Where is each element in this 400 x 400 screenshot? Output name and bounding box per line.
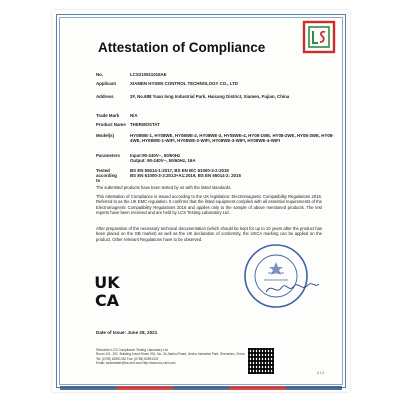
- signature-icon: [262, 278, 322, 298]
- field-value: BS EN 55014-1:2017, BS EN IEC 61000-3-2:2019 BS EN 61000-3-3:2013+A1:2019, BS EN 55014-2: 2015: [130, 168, 241, 179]
- paragraph-tested: The submitted products have been tested by us with the listed standards.: [96, 185, 232, 190]
- issue-date: Date of Issue: June 28, 2021: [96, 330, 158, 335]
- qr-code-icon: [248, 348, 274, 374]
- field-label: Applicant: [96, 81, 117, 86]
- field-value: THERMOSTAT: [130, 122, 160, 127]
- field-value: Input:90-240V~, 50/60Hz Output: 90-240V~, 50/60Hz, 16A: [130, 153, 196, 164]
- certificate-title: Attestation of Compliance: [98, 40, 266, 55]
- paragraph-documentation: After preparation of the necessary technical documentation (which should be kept for up to 10 years after the product has been placed on the GB market) as well as the UK declaration of conformity, the UKCA marking can be applied on the product. Other relevant Regulations have to be observed.: [96, 226, 322, 242]
- field-label: No.: [96, 72, 104, 77]
- ukca-mark-bottom: CA: [94, 291, 120, 310]
- field-label: Address: [96, 94, 114, 99]
- field-label: Model(s): [96, 133, 115, 138]
- field-label: Trade Mark: [96, 113, 120, 118]
- paragraph-legislation: This Attestation of Compliance is issued according to the UK legislation: Electromagnetic Compatibility Regulations 2016. Referred to as the UK EMC regulation. It confirms that the listed equipment complies with all essential requirements of the Electromagnetic Compatibility Regulations 2016 and applies only to the sample of above mentioned products. The test reports have been received and are held by LCS Testing Laboratory Ltd.: [96, 194, 322, 216]
- company-stamp-icon: [242, 242, 310, 310]
- ukca-mark: [90, 270, 124, 310]
- field-value: HY08WE-1, HY08WE, HY08WE-2, HY08WE-3, HY08WE-4, HY08-1WE, HY08-2WE, HY08-3WE, HY08-4WE, HY08WE-1-WIFI, HY08WE-2-WIFI, HY08WE-3-WIFI, HY08WE-4-WIFI: [130, 133, 334, 144]
- ukca-mark-top: UK: [94, 273, 120, 292]
- field-value: N/A: [130, 113, 138, 118]
- footer-address: Shenzhen LCS Compliance Testing Laboratory Ltd. Room 101, 201, Building A and Room 301, No. 24 Jianhui Road, Jinzhu Industrial Park, Shenzhen, China Tel: (0755) 82591330 Fax: (0755) 82591332 Email: webmaster@lcs-cert.com http://www.lcs-cert.com: [96, 348, 245, 365]
- field-label: Product Name: [96, 122, 126, 127]
- lcs-logo-icon: [302, 20, 336, 54]
- certificate-sheet: [52, 10, 350, 392]
- field-label: Tested according to: [96, 168, 117, 184]
- page-number: 1 / 1: [317, 371, 324, 375]
- field-label: Parameters: [96, 153, 120, 158]
- field-value: LCS210611016AE: [130, 72, 167, 77]
- field-value: 2F, No.688 Yuan long Industrial Park, Haicang District, Xiamen, Fujian, China: [130, 94, 290, 99]
- footer-color-strip: [60, 386, 342, 390]
- field-value: XIAMEN HYSEN CONTROL TECHNOLOGY CO., LTD: [130, 81, 239, 86]
